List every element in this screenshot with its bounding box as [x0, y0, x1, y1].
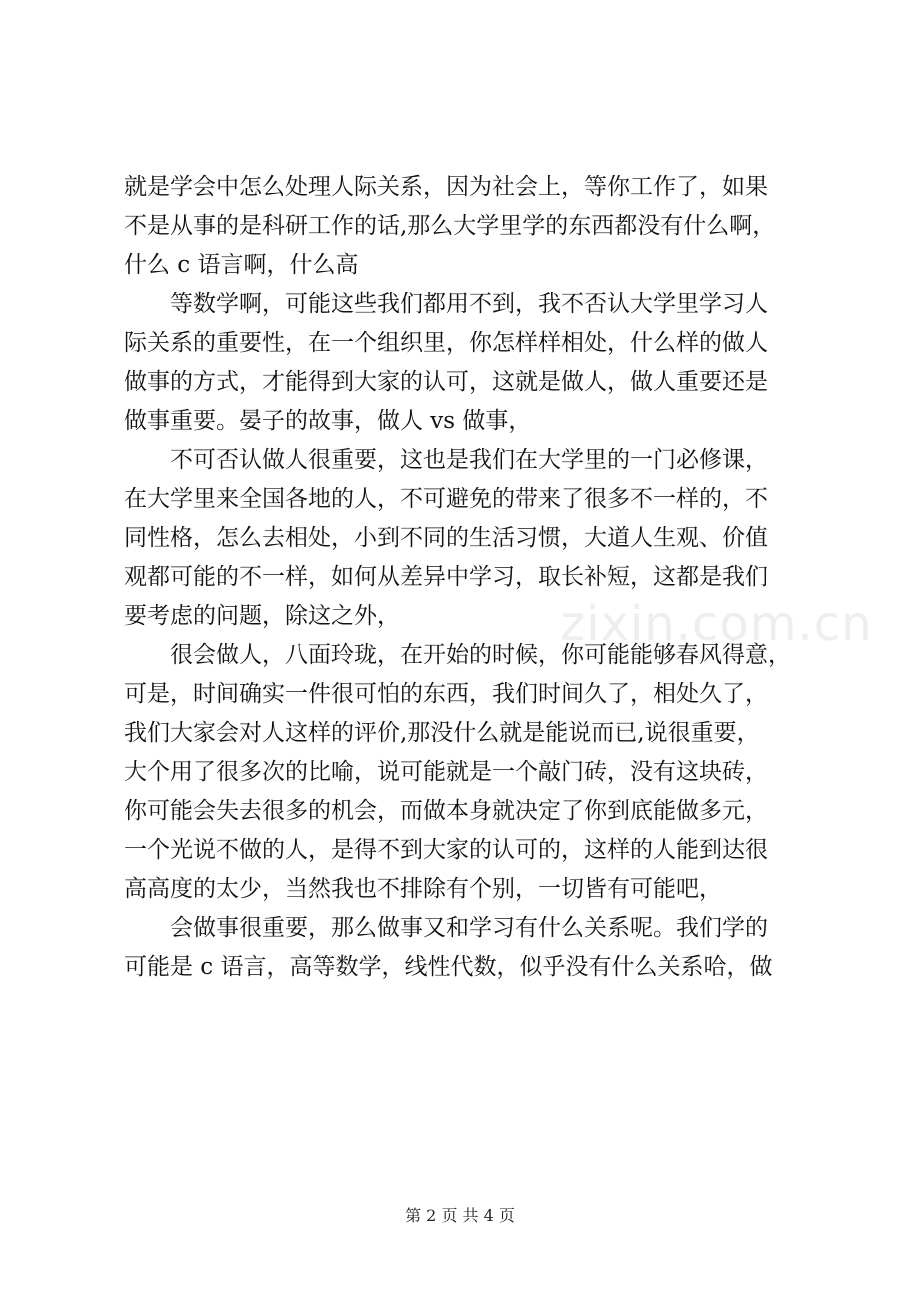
text-line: 可能是 c 语言，高等数学，线性代数，似乎没有什么关系哈，做 [124, 954, 773, 980]
text-line: 不可否认做人很重要，这也是我们在大学里的一门必修课， [170, 447, 768, 473]
text-line: 会做事很重要，那么做事又和学习有什么关系呢。我们学的 [170, 915, 768, 941]
text-line: 可是，时间确实一件很可怕的东西，我们时间久了，相处久了， [124, 681, 768, 707]
paragraph [124, 285, 814, 441]
paragraph [124, 441, 814, 636]
text-line: 不是从事的是科研工作的话,那么大学里学的东西都没有什么啊， [124, 213, 776, 239]
text-line: 际关系的重要性，在一个组织里，你怎样样相处，什么样的做人 [124, 330, 768, 356]
text-line: 做事重要。晏子的故事，做人 vs 做事， [124, 408, 532, 434]
text-line: 等数学啊，可能这些我们都用不到，我不否认大学里学习人 [170, 291, 768, 317]
text-line: 要考虑的问题，除这之外， [124, 603, 400, 629]
text-line: 观都可能的不一样，如何从差异中学习，取长补短，这都是我们 [124, 564, 768, 590]
document-body [124, 168, 814, 987]
watermark: zixin.com.cn [560, 596, 873, 652]
page-footer: 第 2 页 共 4 页 [405, 1206, 515, 1225]
text-line: 做事的方式，才能得到大家的认可，这就是做人，做人重要还是 [124, 369, 768, 395]
text-line: 大个用了很多次的比喻，说可能就是一个敲门砖，没有这块砖， [124, 759, 768, 785]
text-line: 在大学里来全国各地的人，不可避免的带来了很多不一样的，不 [124, 486, 768, 512]
text-line: 一个光说不做的人，是得不到大家的认可的，这样的人能到达很 [124, 837, 768, 863]
text-line: 高高度的太少，当然我也不排除有个别，一切皆有可能吧， [124, 876, 722, 902]
text-line: 你可能会失去很多的机会，而做本身就决定了你到底能做多元， [124, 798, 768, 824]
paragraph [124, 636, 814, 909]
text-line: 我们大家会对人这样的评价,那没什么就是能说而已,说很重要， [124, 720, 760, 746]
paragraph [124, 909, 814, 987]
text-line: 就是学会中怎么处理人际关系，因为社会上，等你工作了，如果 [124, 174, 768, 200]
text-line: 什么 c 语言啊，什么高 [124, 252, 359, 278]
text-line: 很会做人，八面玲珑，在开始的时候，你可能能够春风得意， [170, 642, 791, 668]
paragraph [124, 168, 814, 285]
text-line: 同性格，怎么去相处，小到不同的生活习惯，大道人生观、价值 [124, 525, 768, 551]
